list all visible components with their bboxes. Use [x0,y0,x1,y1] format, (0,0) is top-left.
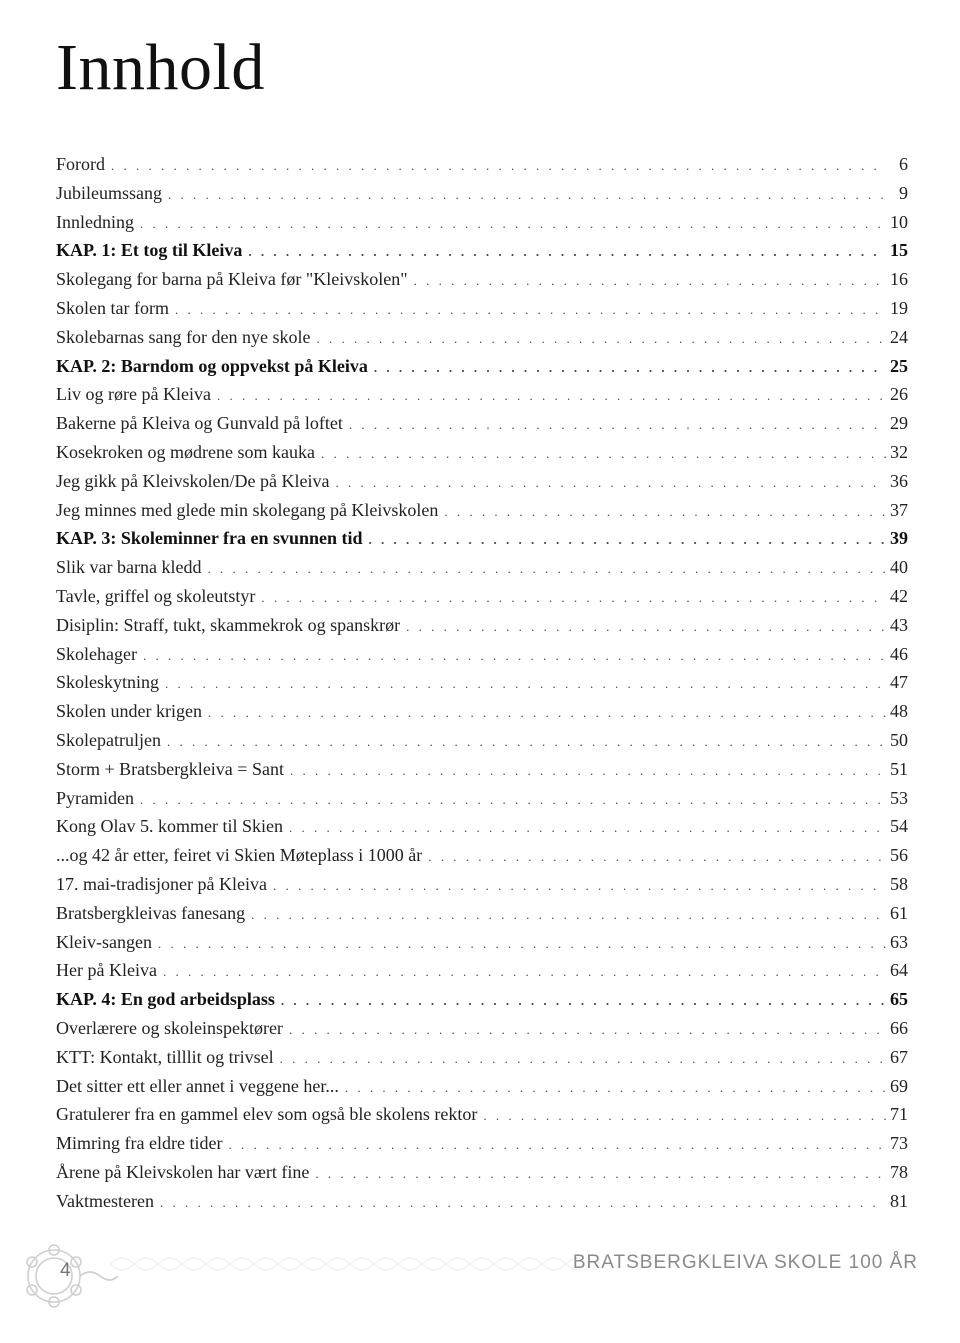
dot-leader [217,382,886,411]
toc-entry-title: Bratsbergkleivas fanesang [56,902,246,923]
toc-entry-title: Pyramiden [56,787,134,808]
toc-entry [56,697,908,726]
toc-entry-title: Mimring fra eldre tider [56,1133,223,1154]
dot-leader [290,757,886,786]
dot-leader [160,1189,886,1218]
page-number: 4 [60,1260,71,1281]
toc-entry [56,899,908,928]
toc-page-number: 39 [890,528,908,549]
toc-page-number: 16 [890,269,908,290]
toc-entry [56,1100,908,1129]
toc-entry-title: Skolebarnas sang for den nye skole [56,326,311,347]
toc-entry-title: Tavle, griffel og skoleutstyr [56,585,256,606]
toc-page-number: 50 [890,729,908,750]
toc-entry-title: Skolegang for barna på Kleiva før "Kleivskolen" [56,269,408,290]
toc-entry [56,1072,908,1101]
toc-page-number: 9 [899,182,908,203]
dot-leader [444,498,886,527]
toc-page-number: 53 [890,787,908,808]
toc-chapter-heading [56,524,908,553]
dot-leader [111,152,886,181]
toc-page-number: 47 [890,672,908,693]
toc-page-number: 36 [890,470,908,491]
dot-leader [315,1160,886,1189]
dot-leader [228,1131,886,1160]
toc-entry-title: Overlærere og skoleinspektører [56,1017,283,1038]
dot-leader [251,901,886,930]
toc-entry-title: ...og 42 år etter, feiret vi Skien Møteplass i 1000 år [56,845,423,866]
toc-entry-title: Jeg minnes med glede min skolegang på Kleivskolen [56,499,439,520]
dot-leader [369,526,886,555]
toc-page-number: 15 [890,240,908,261]
dot-leader [175,296,886,325]
toc-entry [56,380,908,409]
toc-entry-title: Skolehager [56,643,137,664]
publication-title: BRATSBERGKLEIVA SKOLE 100 ÅR [572,1252,918,1273]
toc-page-number: 42 [890,585,908,606]
toc-entry [56,467,908,496]
toc-entry-title: Innledning [56,211,134,232]
dot-leader [280,1045,886,1074]
dot-leader [289,814,886,843]
toc-entry-title: KAP. 1: Et tog til Kleiva [56,240,243,261]
toc-page-number: 69 [890,1075,908,1096]
toc-entry-title: KTT: Kontakt, tilllit og trivsel [56,1046,274,1067]
toc-page-number: 43 [890,614,908,635]
toc-page-number: 78 [890,1161,908,1182]
toc-entry [56,726,908,755]
toc-entry-title: Her på Kleiva [56,960,157,981]
toc-entry [56,265,908,294]
toc-entry [56,611,908,640]
toc-page-number: 73 [890,1133,908,1154]
toc-entry-title: Årene på Kleivskolen har vært fine [56,1161,310,1182]
toc-page-number: 65 [890,989,908,1010]
dot-leader [414,267,886,296]
toc-page-number: 63 [890,931,908,952]
toc-entry [56,841,908,870]
toc-entry-title: Forord [56,154,105,174]
toc-page-number: 48 [890,701,908,722]
toc-entry [56,1187,908,1216]
toc-entry-title: Kosekroken og mødrene som kauka [56,441,315,462]
toc-page-number: 51 [890,758,908,779]
toc-entry [56,1014,908,1043]
toc-entry-title: Skolen under krigen [56,701,202,722]
dot-leader [406,613,886,642]
toc-page-number: 67 [890,1046,908,1067]
dot-leader [207,555,886,584]
toc-page-number: 37 [890,499,908,520]
dot-leader [208,699,886,728]
toc-entry [56,582,908,611]
toc-page-number: 61 [890,902,908,923]
dot-leader [335,469,886,498]
toc-page-number: 81 [890,1190,908,1211]
toc-entry [56,1043,908,1072]
toc-entry [56,553,908,582]
toc-entry-title: Kong Olav 5. kommer til Skien [56,816,283,837]
toc-entry-title: Jubileumssang [56,182,162,203]
toc-page-number: 24 [890,326,908,347]
toc-page-number: 32 [890,441,908,462]
dot-leader [158,930,886,959]
toc-entry-title: Slik var barna kledd [56,557,202,578]
toc-entry [56,668,908,697]
toc-entry [56,956,908,985]
toc-entry [56,208,908,237]
toc-entry [56,928,908,957]
toc-page-number: 58 [890,873,908,894]
toc-page-number: 26 [890,384,908,405]
dot-leader [281,987,886,1016]
toc-entry-title: Skolepatruljen [56,729,161,750]
dot-leader [345,1074,886,1103]
dot-leader [248,238,886,267]
table-of-contents [56,150,908,1215]
toc-entry [56,150,908,179]
toc-entry-title: Kleiv-sangen [56,931,152,952]
toc-entry [56,812,908,841]
dot-leader [168,181,886,210]
dot-leader [428,843,886,872]
toc-entry-title: Storm + Bratsbergkleiva = Sant [56,758,284,779]
toc-page-number: 66 [890,1017,908,1038]
toc-entry [56,438,908,467]
toc-entry-title: KAP. 4: En god arbeidsplass [56,989,275,1010]
dot-leader [140,786,886,815]
toc-entry [56,496,908,525]
toc-page-number: 40 [890,557,908,578]
toc-entry-title: KAP. 3: Skoleminner fra en svunnen tid [56,528,363,549]
toc-entry-title: Disiplin: Straff, tukt, skammekrok og spanskrør [56,614,401,635]
toc-chapter-heading [56,236,908,265]
toc-entry-title: Skolen tar form [56,297,169,318]
toc-entry-title: Det sitter ett eller annet i veggene her... [56,1075,339,1096]
toc-page-number: 29 [890,413,908,434]
decorative-band-icon [110,1250,580,1278]
toc-entry-title: Jeg gikk på Kleivskolen/De på Kleiva [56,470,330,491]
toc-entry-title: KAP. 2: Barndom og oppvekst på Kleiva [56,355,368,376]
dot-leader [316,325,886,354]
toc-page-number: 10 [890,211,908,232]
toc-page-number: 6 [899,154,908,174]
toc-entry [56,1158,908,1187]
toc-entry [56,179,908,208]
dot-leader [165,670,886,699]
toc-entry-title: Liv og røre på Kleiva [56,384,211,405]
toc-page-number: 19 [890,297,908,318]
dot-leader [167,728,886,757]
toc-entry [56,870,908,899]
dot-leader [163,958,886,987]
dot-leader [143,642,886,671]
toc-entry [56,755,908,784]
toc-entry [56,640,908,669]
dot-leader [374,354,886,383]
dot-leader [321,440,886,469]
dot-leader [261,584,886,613]
dot-leader [140,210,886,239]
toc-chapter-heading [56,352,908,381]
toc-entry [56,1129,908,1158]
toc-entry-title: Vaktmesteren [56,1190,154,1211]
toc-entry [56,784,908,813]
page-footer [0,1232,960,1312]
page-title: Innhold [56,31,265,104]
toc-entry [56,409,908,438]
toc-entry-title: Skoleskytning [56,672,160,693]
toc-entry [56,294,908,323]
dot-leader [349,411,886,440]
toc-entry-title: Bakerne på Kleiva og Gunvald på loftet [56,413,343,434]
toc-page-number: 46 [890,643,908,664]
toc-chapter-heading [56,985,908,1014]
toc-entry [56,323,908,352]
toc-page-number: 71 [890,1104,908,1125]
toc-page-number: 25 [890,355,908,376]
dot-leader [289,1016,886,1045]
dot-leader [483,1102,886,1131]
toc-entry-title: Gratulerer fra en gammel elev som også ble skolens rektor [56,1104,478,1125]
toc-page-number: 54 [890,816,908,837]
dot-leader [273,872,886,901]
toc-page-number: 64 [890,960,908,981]
toc-page-number: 56 [890,845,908,866]
toc-entry-title: 17. mai-tradisjoner på Kleiva [56,873,267,894]
